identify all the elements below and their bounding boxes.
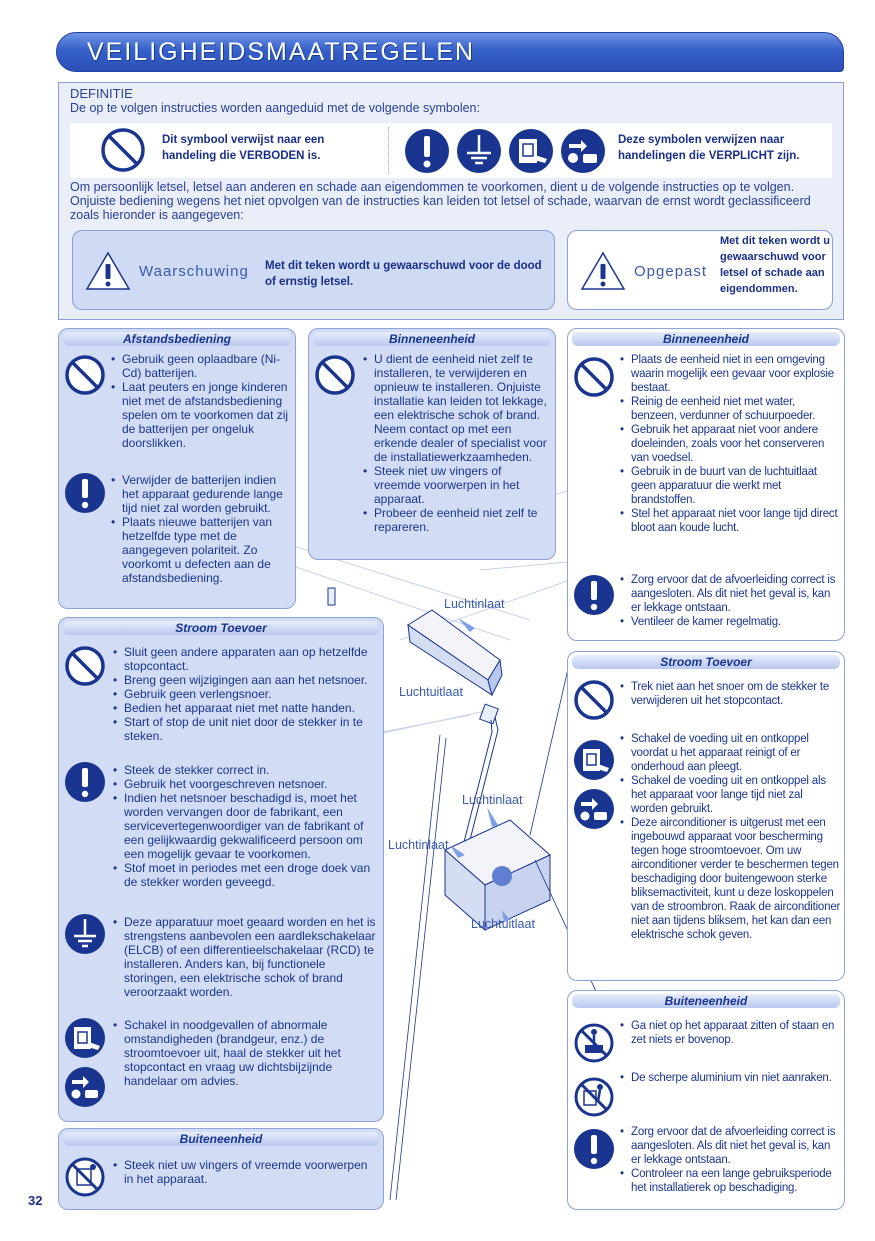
- indoor-outlet-label: Luchtuitlaat: [399, 685, 463, 699]
- no-fingers-icon: [63, 1155, 107, 1199]
- list-item: • Stof moet in periodes met een droge doek van de stekker worden geveegd.: [113, 861, 379, 889]
- caution-box: [567, 230, 833, 310]
- intro-line-1: Om persoonlijk letsel, letsel aan anderen en schade aan eigendommen te voorkomen, dient u de volgende instructies op te volgen.: [70, 180, 795, 194]
- panel-remote-title: Afstandsbediening: [63, 332, 291, 346]
- indoor-center-list: [363, 352, 551, 534]
- list-item: • Breng geen wijzigingen aan aan het netsnoer.: [113, 673, 379, 687]
- caution-label: Opgepast: [634, 263, 708, 280]
- outdoor-outlet-label: Luchtuitlaat: [471, 917, 535, 931]
- panel-remote: [58, 328, 296, 609]
- outdoor-right-list-1: [620, 1019, 842, 1047]
- list-item: • Gebruik geen oplaadbare (Ni-Cd) batterijen.: [111, 352, 291, 380]
- page-title: VEILIGHEIDSMAATREGELEN: [87, 38, 476, 66]
- outdoor-unit: [445, 820, 550, 930]
- outdoor-inlet-left-label: Luchtinlaat: [388, 838, 449, 852]
- no-climbing-icon: [572, 1021, 616, 1065]
- warning-label: Waarschuwing: [139, 263, 249, 280]
- list-item: • Gebruik geen verlengsnoer.: [113, 687, 379, 701]
- outdoor-inlet-top-label: Luchtinlaat: [462, 793, 523, 807]
- list-item: • Steek niet uw vingers of vreemde voorwerpen in het apparaat.: [363, 464, 551, 506]
- prohibited-icon: [98, 127, 148, 173]
- outdoor-right-list-2: [620, 1071, 842, 1085]
- mandatory-icon: [63, 760, 107, 804]
- forbidden-text-1: Dit symbool verwijst naar een: [162, 134, 325, 146]
- intro-line-3: zoals hieronder is aangegeven:: [70, 208, 244, 222]
- panel-indoor-right: [567, 328, 845, 641]
- page-header: [56, 32, 844, 72]
- definition-title: DEFINITIE: [70, 86, 133, 101]
- panel-power-right-title: Stroom Toevoer: [572, 655, 840, 669]
- list-item: • Gebruik het voorgeschreven netsnoer.: [113, 777, 379, 791]
- list-item: • Schakel de voeding uit en ontkoppel als het apparaat voor lange tijd niet zal worden gebruikt.: [620, 774, 842, 816]
- remote-forbidden-list: [111, 352, 291, 450]
- list-item: • Indien het netsnoer beschadigd is, moet het worden vervangen door de fabrikant, een servicevertegenwoordiger van de fabrikant of een gelijkwaardig gekwalificeerd persoon om een mogelijk gevaar te voorkomen.: [113, 791, 379, 861]
- list-item: • De scherpe aluminium vin niet aanraken.: [620, 1071, 842, 1085]
- caution-triangle-icon: [580, 251, 626, 291]
- power-right-mandatory-list: [620, 732, 842, 942]
- list-item: • Schakel de voeding uit en ontkoppel voordat u het apparaat reinigt of er onderhoud aan pleegt.: [620, 732, 842, 774]
- list-item: • Bedien het apparaat niet met natte handen.: [113, 701, 379, 715]
- panel-indoor-center-title: Binneneenheid: [313, 332, 551, 346]
- list-item: • Probeer de eenheid niet zelf te repareren.: [363, 506, 551, 534]
- indoor-right-forbidden-list: [620, 353, 842, 535]
- outdoor-right-list-3: [620, 1125, 842, 1195]
- mandatory-icon: [63, 471, 107, 515]
- panel-indoor-center: [308, 328, 556, 560]
- list-item: • Steek niet uw vingers of vreemde voorwerpen in het apparaat.: [113, 1158, 379, 1186]
- intro-line-2: Onjuiste bediening wegens het niet opvolgen van de instructies kan leiden tot letsel of schade, waarvan de ernst wordt geclassificeerd: [70, 194, 811, 208]
- mandatory-icon: [572, 1127, 616, 1171]
- panel-power-left-title: Stroom Toevoer: [63, 621, 379, 635]
- warning-box: [72, 230, 555, 310]
- list-item: • Deze airconditioner is uitgerust met een ingebouwd apparaat voor bescherming tegen hoge stroomtoevoer. Om uw airconditioner verder te beschermen tegen beschadiging door buitengewoon sterke bliksemactiviteit, kunt u deze loskoppelen van de stroombron. Raak de airconditioner niet aan tijdens bliksem, het kan dan een elektrische schok geven.: [620, 816, 842, 942]
- list-item: • Verwijder de batterijen indien het apparaat gedurende lange tijd niet zal worden gebruikt.: [111, 473, 291, 515]
- panel-indoor-right-title: Binneneenheid: [572, 332, 840, 346]
- switch-off-icon: [63, 1016, 107, 1060]
- warning-triangle-icon: [85, 251, 131, 291]
- mandatory-icon: [403, 127, 451, 175]
- ground-icon: [455, 127, 503, 175]
- list-item: • Schakel in noodgevallen of abnormale omstandigheden (brandgeur, enz.) de stroomtoevoer uit, haal de stekker uit het stopcontact en vraag uw dichtsbijzijnde handelaar om advies.: [113, 1018, 379, 1088]
- mandatory-text-1: Deze symbolen verwijzen naar: [618, 134, 785, 146]
- switch-off-icon: [572, 738, 616, 782]
- no-touch-fin-icon: [572, 1075, 616, 1119]
- remote-mandatory-list: [111, 473, 291, 585]
- switch-off-icon: [507, 127, 555, 175]
- forbidden-text-2: handeling die VERBODEN is.: [162, 150, 321, 162]
- definition-line: De op te volgen instructies worden aangeduid met de volgende symbolen:: [70, 101, 480, 115]
- list-item: • Steek de stekker correct in.: [113, 763, 379, 777]
- prohibited-icon: [572, 355, 616, 399]
- power-left-mandatory-list: [113, 763, 379, 889]
- list-item: • Ventileer de kamer regelmatig.: [620, 615, 842, 629]
- list-item: • Stel het apparaat niet voor lange tijd direct bloot aan koude lucht.: [620, 507, 842, 535]
- mandatory-text-2: handelingen die VERPLICHT zijn.: [618, 150, 800, 162]
- panel-outdoor-right-title: Buiteneenheid: [572, 994, 840, 1008]
- list-item: • Trek niet aan het snoer om de stekker te verwijderen uit het stopcontact.: [620, 680, 842, 708]
- prohibited-icon: [572, 678, 616, 722]
- prohibited-icon: [313, 353, 357, 397]
- indoor-right-mandatory-list: [620, 573, 842, 629]
- list-item: • Deze apparatuur moet geaard worden en het is strengstens aanbevolen een aardlekschakelaar (ELCB) of een differentieelschakelaar (RCD) te installeren. Anders kan, bij functionele storingen, een elektrische schok of brand veroorzaakt worden.: [113, 915, 379, 999]
- unplug-icon: [559, 127, 607, 175]
- power-left-ground-list: [113, 915, 379, 999]
- list-item: • Controleer na een lange gebruiksperiode het installatierek op beschadiging.: [620, 1167, 842, 1195]
- list-item: • Start of stop de unit niet door de stekker in te steken.: [113, 715, 379, 743]
- mandatory-icon: [572, 573, 616, 617]
- list-item: • Laat peuters en jonge kinderen niet met de afstandsbediening spelen om te voorkomen dat zij de batterijen per ongeluk doorslikken.: [111, 380, 291, 450]
- indoor-unit: [408, 610, 502, 695]
- list-item: • Gebruik in de buurt van de luchtuitlaat geen apparatuur die werkt met brandstoffen.: [620, 465, 842, 507]
- panel-power-right: [567, 651, 845, 981]
- caution-text: Met dit teken wordt u gewaarschuwd voor letsel of schade aan eigendommen.: [720, 235, 830, 295]
- warning-text: Met dit teken wordt u gewaarschuwd voor de dood of ernstig letsel.: [265, 260, 542, 288]
- unplug-icon: [572, 787, 616, 831]
- definition-intro: [70, 180, 830, 222]
- ground-icon: [63, 912, 107, 956]
- symbol-row: [70, 123, 832, 178]
- remote-control: [328, 588, 335, 605]
- power-left-unplug-list: [113, 1018, 379, 1088]
- prohibited-icon: [63, 353, 107, 397]
- list-item: • U dient de eenheid niet zelf te installeren, te verwijderen en opnieuw te installeren. Onjuiste installatie kan leiden tot lekkage, een elektrische schok of brand. Neem contact op met een erkende dealer of specialist voor de installatiewerkzaamheden.: [363, 352, 551, 464]
- list-item: • Sluit geen andere apparaten aan op hetzelfde stopcontact.: [113, 645, 379, 673]
- list-item: • Plaats nieuwe batterijen van hetzelfde type met de aangegeven polariteit. Zo voorkomt u defecten aan de afstandsbediening.: [111, 515, 291, 585]
- panel-outdoor-left: [58, 1128, 384, 1210]
- unplug-icon: [63, 1065, 107, 1109]
- divider: [388, 127, 389, 173]
- list-item: • Zorg ervoor dat de afvoerleiding correct is aangesloten. Als dit niet het geval is, kan er lekkage ontstaan.: [620, 1125, 842, 1167]
- outdoor-left-list: [113, 1158, 379, 1186]
- list-item: • Reinig de eenheid niet met water, benzeen, verdunner of schuurpoeder.: [620, 395, 842, 423]
- power-left-forbidden-list: [113, 645, 379, 743]
- list-item: • Plaats de eenheid niet in een omgeving waarin mogelijk een gevaar voor explosie bestaat.: [620, 353, 842, 395]
- list-item: • Ga niet op het apparaat zitten of staan en zet niets er bovenop.: [620, 1019, 842, 1047]
- prohibited-icon: [63, 644, 107, 688]
- panel-outdoor-left-title: Buiteneenheid: [63, 1132, 379, 1146]
- panel-power-left: [58, 617, 384, 1122]
- power-right-forbidden-list: [620, 680, 842, 708]
- panel-outdoor-right: [567, 990, 845, 1210]
- list-item: • Zorg ervoor dat de afvoerleiding correct is aangesloten. Als dit niet het geval is, kan er lekkage ontstaan.: [620, 573, 842, 615]
- page-number: 32: [28, 1193, 43, 1208]
- indoor-inlet-label: Luchtinlaat: [444, 597, 505, 611]
- list-item: • Gebruik het apparaat niet voor andere doeleinden, zoals voor het conserveren van voedsel.: [620, 423, 842, 465]
